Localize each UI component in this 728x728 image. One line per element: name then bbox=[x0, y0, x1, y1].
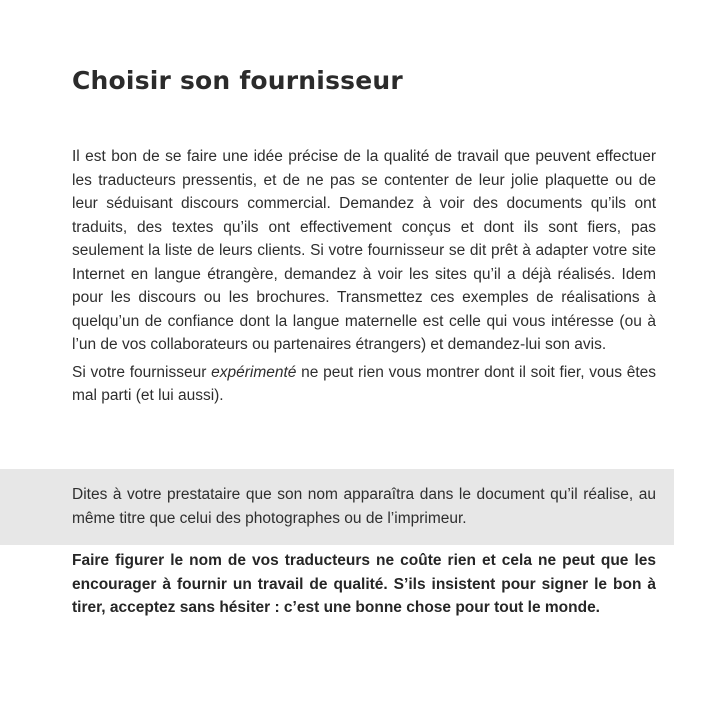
experience-paragraph bbox=[72, 361, 656, 408]
page-title: Choisir son fournisseur bbox=[72, 66, 403, 95]
experience-paragraph-start: Si votre fournisseur bbox=[72, 363, 212, 381]
experience-paragraph-end: ne peut rien vous montrer dont il soit fier, vous êtes mal parti (et lui aussi). bbox=[72, 363, 656, 404]
highlight-text-block bbox=[72, 483, 656, 530]
intro-paragraph: Il est bon de se faire une idée précise de la qualité de travail que peuvent effectuer les traducteurs pressentis, et de ne pas se contenter de leur jolie plaquette ou de leur séduisant discours commercial. Demandez à voir des documents qu’ils ont traduits, des textes qu’ils ont effectivement conçus et dont ils sont fiers, pas seulement la liste de leurs clients. Si votre fournisseur se dit prêt à adapter votre site Internet en langue étrangère, demandez à voir les sites qu’il a déjà réalisés. Idem pour les discours ou les brochures. Transmettez ces exemples de réalisations à quelqu’un de confiance dont la langue maternelle est celle qui vous intéresse (ou à l’un de vos collaborateurs ou partenaires étrangers) et demandez-lui son avis. bbox=[72, 148, 656, 353]
highlight-box bbox=[0, 469, 674, 545]
emphasized-word: expérimenté bbox=[211, 363, 297, 381]
closing-section bbox=[72, 549, 656, 620]
highlight-paragraph: Dites à votre prestataire que son nom apparaîtra dans le document qu’il réalise, au même titre que celui des photographes ou de l’imprimeur. bbox=[72, 486, 656, 527]
intro-section bbox=[72, 145, 656, 408]
closing-paragraph: Faire figurer le nom de vos traducteurs ne coûte rien et cela ne peut que les encourager à fournir un travail de qualité. S’ils insistent pour signer le bon à tirer, acceptez sans hésiter : c’est une bonne chose pour tout le monde. bbox=[72, 552, 656, 616]
